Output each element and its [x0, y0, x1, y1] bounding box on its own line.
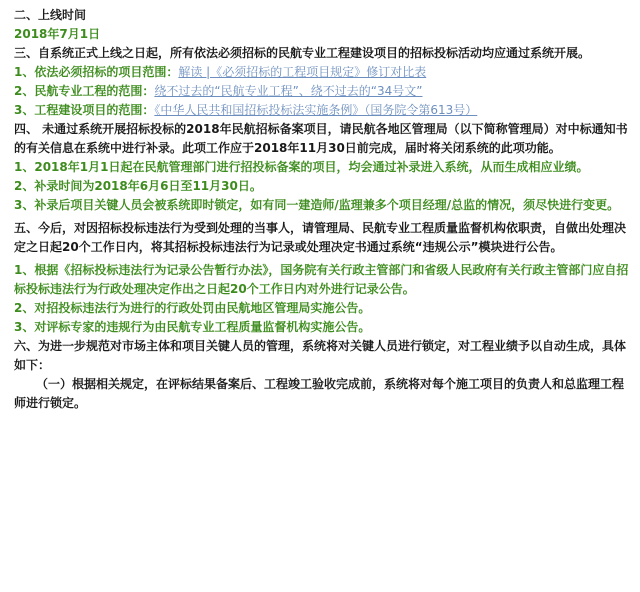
- section-3-item: [14, 101, 630, 120]
- section-6-heading: 六、为进一步规范对市场主体和项目关键人员的管理，系统将对关键人员进行锁定，对工程业绩予以自动生成，具体如下：: [14, 339, 627, 372]
- section-5-heading: 五、今后，对因招标投标违法行为受到处理的当事人，请管理局、民航专业工程质量监督机构依职责，自做出处理决定之日起20个工作日内，将其招标投标违法行为记录或处理决定书通过系统“违规公示”模块进行公告。: [14, 221, 627, 254]
- section-2-heading: 二、上线时间: [14, 8, 87, 22]
- item-label: 2、民航专业工程的范围：: [14, 84, 155, 98]
- section-5-item: 1、根据《招标投标违法行为记录公告暂行办法》，国务院有关行政主管部门和省级人民政府有关行政主管部门应自招标投标违法行为行政处理决定作出之日起20个工作日内对外进行记录公告。: [14, 263, 629, 296]
- section-3-item: [14, 63, 630, 82]
- item-label: 3、工程建设项目的范围：: [14, 103, 155, 117]
- reference-link[interactable]: 《中华人民共和国招标投标法实施条例》（国务院令第613号）: [154, 103, 478, 117]
- section-5-item: 2、对招投标违法行为进行的行政处罚由民航地区管理局实施公告。: [14, 301, 371, 315]
- section-3-item: [14, 82, 630, 101]
- section-5-item: 3、对评标专家的违规行为由民航专业工程质量监督机构实施公告。: [14, 320, 371, 334]
- section-4-item: 3、补录后项目关键人员会被系统即时锁定，如有同一建造师/监理兼多个项目经理/总监的情况，须尽快进行变更。: [14, 198, 620, 212]
- section-3-heading: 三、自系统正式上线之日起，所有依法必须招标的民航专业工程建设项目的招标投标活动均应通过系统开展。: [14, 46, 591, 60]
- section-4-item: 2、补录时间为2018年6月6日至11月30日。: [14, 179, 262, 193]
- reference-link[interactable]: 绕不过去的“民航专业工程”、绕不过去的“34号文”: [154, 84, 423, 98]
- reference-link[interactable]: 解读 |《必须招标的工程项目规定》修订对比表: [178, 65, 427, 79]
- section-4-heading: 四、 未通过系统开展招标投标的2018年民航招标备案项目，请民航各地区管理局（以下简称管理局）对中标通知书的有关信息在系统中进行补录。此项工作应于2018年11月30日前完成，届时将关闭系统的此项功能。: [14, 122, 628, 155]
- section-6-subitem: （一）根据相关规定，在评标结果备案后、工程竣工验收完成前，系统将对每个施工项目的负责人和总监理工程师进行锁定。: [14, 377, 625, 410]
- section-4-item: 1、2018年1月1日起在民航管理部门进行招投标备案的项目，均会通过补录进入系统，从而生成相应业绩。: [14, 160, 589, 174]
- item-label: 1、依法必须招标的项目范围：: [14, 65, 179, 79]
- section-2-date: 2018年7月1日: [14, 27, 101, 41]
